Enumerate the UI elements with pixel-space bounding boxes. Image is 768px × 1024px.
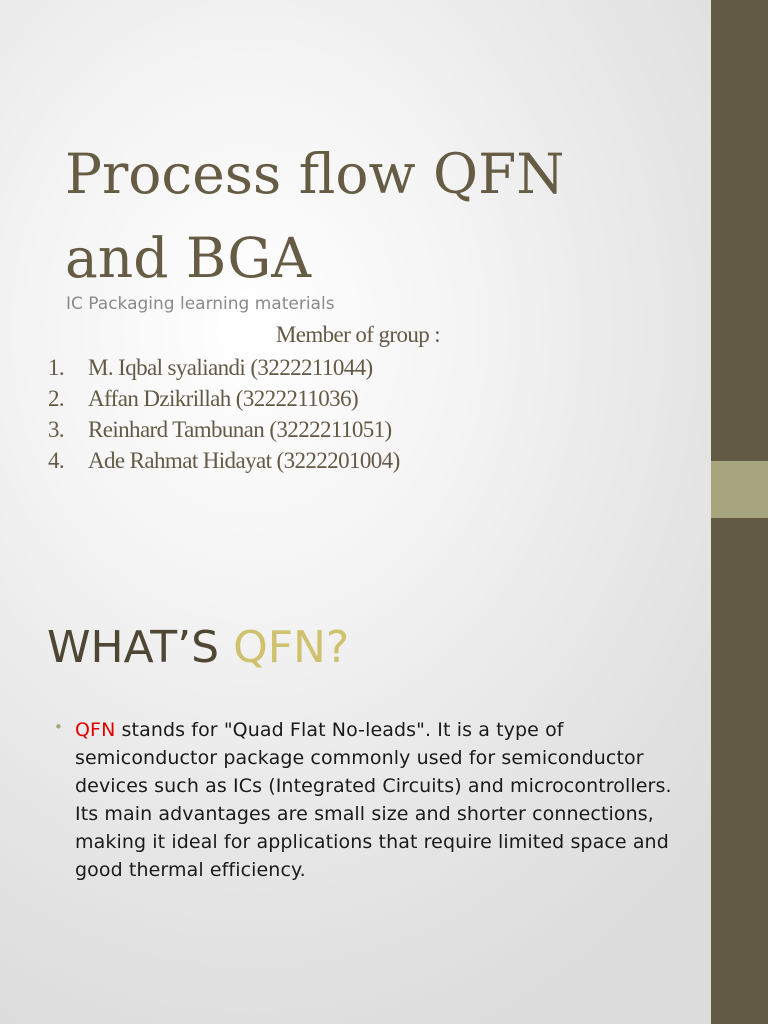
member-item [48, 383, 400, 414]
slide-title-line-1: Process flow QFN [65, 142, 565, 206]
sidebar-accent-block [711, 461, 768, 518]
bullet-line: good thermal efficiency. [75, 859, 306, 881]
bullet-line: Its main advantages are small size and shorter connections, [75, 803, 654, 825]
bullet-item [54, 716, 674, 884]
member-name: M. Iqbal syaliandi (3222211044) [88, 355, 373, 380]
member-item [48, 445, 400, 476]
member-list [48, 352, 400, 476]
bullet-highlight: QFN [75, 719, 116, 741]
section-heading-prefix: WHAT’S [47, 622, 234, 673]
slide-subtitle: IC Packaging learning materials [66, 294, 335, 314]
member-number: 4. [48, 448, 65, 473]
member-name: Reinhard Tambunan (3222211051) [88, 417, 392, 442]
slide-title-line-2: and BGA [65, 226, 311, 290]
slide-title [65, 132, 685, 300]
member-number: 1. [48, 355, 65, 380]
bullet-dot-icon: • [54, 718, 63, 736]
bullet-text [75, 716, 674, 884]
bullet-line: devices such as ICs (Integrated Circuits) and microcontrollers. [75, 775, 672, 797]
member-item [48, 352, 400, 383]
bullet-line: making it ideal for applications that require limited space and [75, 831, 669, 853]
member-name: Ade Rahmat Hidayat (3222201004) [88, 448, 400, 473]
member-number: 3. [48, 417, 65, 442]
bullet-line [75, 716, 674, 744]
section-heading-accent: QFN? [233, 622, 350, 673]
bullet-line: semiconductor package commonly used for semiconductor [75, 747, 644, 769]
bullet-line-text: stands for "Quad Flat No-leads". It is a type of [115, 719, 564, 741]
member-name: Affan Dzikrillah (3222211036) [88, 386, 359, 411]
member-item [48, 414, 400, 445]
members-heading: Member of group : [275, 322, 441, 347]
section-heading [47, 618, 349, 678]
member-number: 2. [48, 386, 65, 411]
